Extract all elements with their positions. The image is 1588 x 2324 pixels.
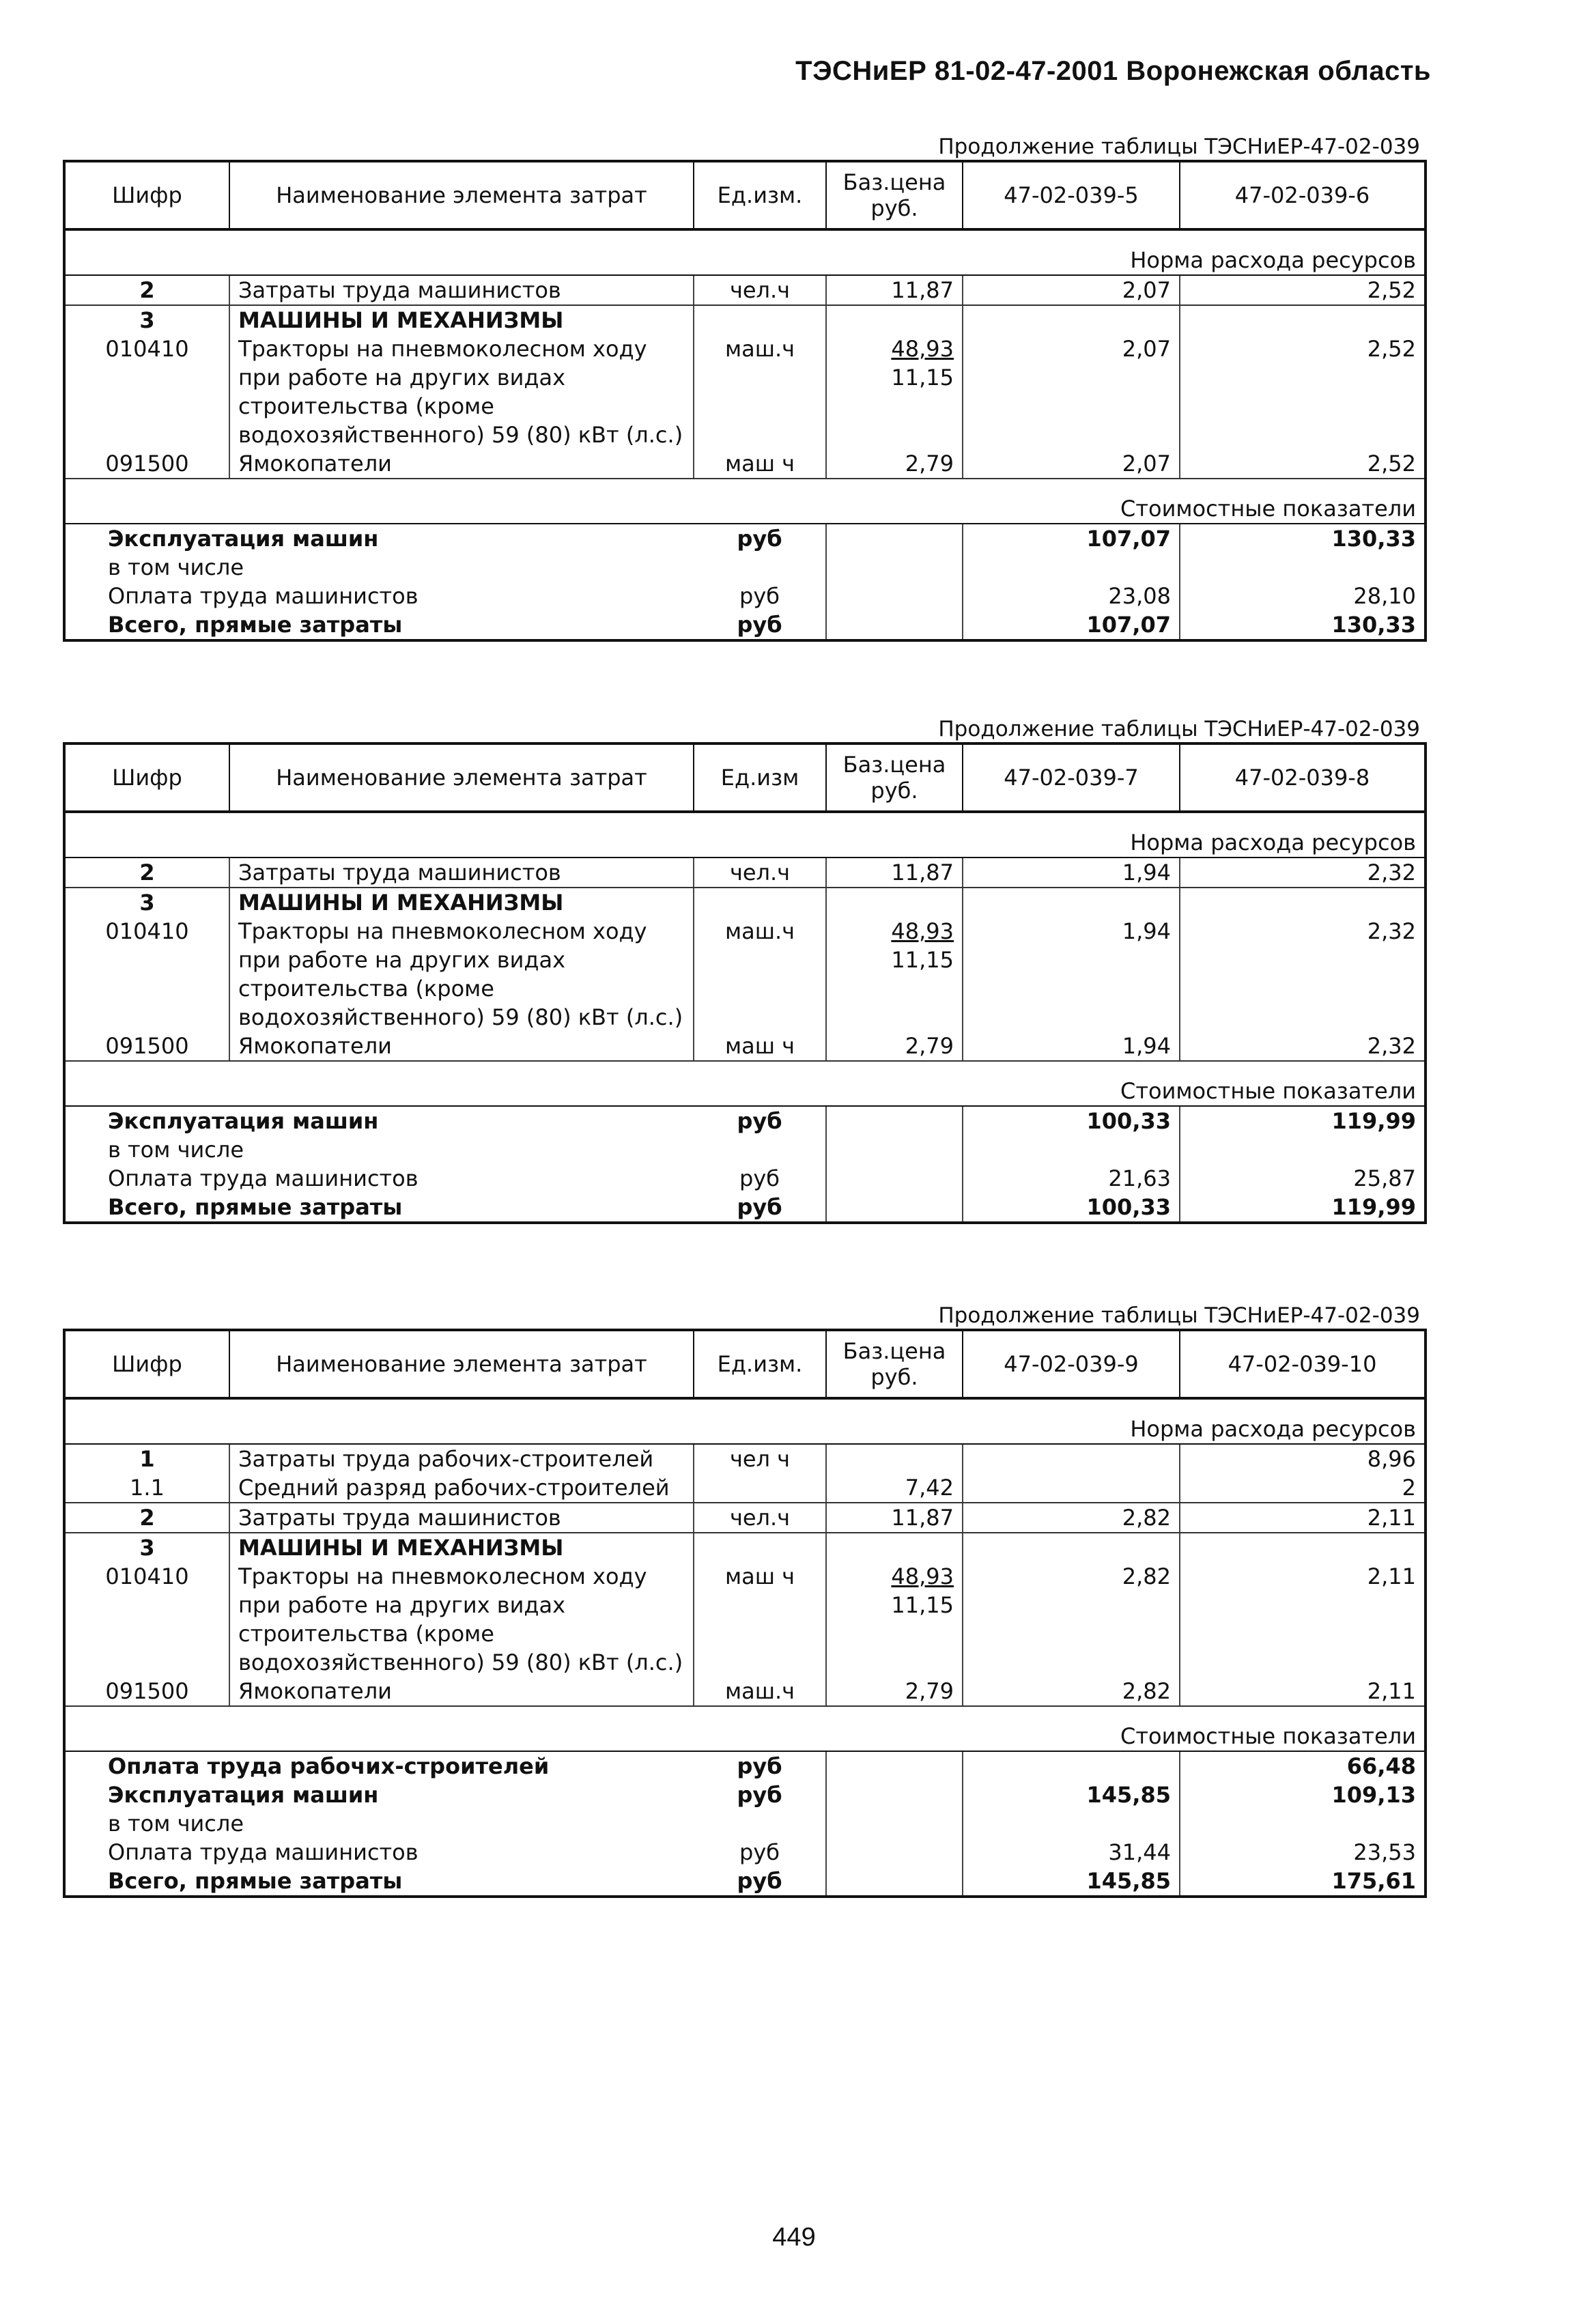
base-price: 11,87 xyxy=(891,1505,954,1531)
table-header-row xyxy=(64,743,1426,812)
table-continuation-title: Продолжение таблицы ТЭСНиЕР-47-02-039 xyxy=(938,717,1420,741)
cost-row xyxy=(64,1193,1426,1223)
cost-value-b: 119,99 xyxy=(1331,1108,1416,1134)
resource-row xyxy=(64,305,1426,335)
norm-value-a: 1,94 xyxy=(963,1032,1180,1061)
resource-code: 010410 xyxy=(64,917,229,1032)
cost-value-a: 100,33 xyxy=(963,1106,1180,1135)
cost-unit: руб xyxy=(694,1838,826,1867)
cost-section-label: Стоимостные показатели xyxy=(64,1706,1426,1751)
cost-unit xyxy=(694,1809,826,1838)
col-header-b: 47-02-039-6 xyxy=(1180,161,1426,229)
cost-row xyxy=(64,1164,1426,1193)
cost-row xyxy=(64,1838,1426,1867)
resource-price xyxy=(826,1503,963,1533)
resource-row xyxy=(64,1562,1426,1677)
norm-value-a: 2,82 xyxy=(963,1562,1180,1677)
base-price: 48,93 xyxy=(891,336,954,362)
cost-unit xyxy=(694,553,826,582)
page-number: 449 xyxy=(772,2223,816,2252)
resource-unit: маш ч xyxy=(694,1562,826,1677)
cost-row xyxy=(64,610,1426,640)
resource-unit: маш.ч xyxy=(694,917,826,1032)
cost-value-b: 130,33 xyxy=(1331,526,1416,552)
base-price: 11,87 xyxy=(891,277,954,303)
base-price: 48,93 xyxy=(891,918,954,944)
resource-row xyxy=(64,1032,1426,1061)
norm-value-b: 2,11 xyxy=(1367,1563,1416,1589)
resource-price xyxy=(826,1677,963,1706)
cost-section-row xyxy=(64,1061,1426,1106)
norm-value-b: 2,52 xyxy=(1367,336,1416,362)
cost-label: в том числе xyxy=(108,1811,244,1837)
cost-empty-price xyxy=(826,1781,963,1809)
cost-label: в том числе xyxy=(108,554,244,580)
cost-value-b: 28,10 xyxy=(1353,583,1416,609)
cost-value-b: 119,99 xyxy=(1331,1194,1416,1220)
cost-section-label: Стоимостные показатели xyxy=(64,479,1426,524)
resource-row xyxy=(64,1677,1426,1706)
cost-value-b: 25,87 xyxy=(1353,1165,1416,1191)
resource-name: Затраты труда машинистов xyxy=(229,858,694,888)
resource-unit: чел.ч xyxy=(694,275,826,305)
cost-empty-price xyxy=(826,524,963,553)
norm-value-b: 2,32 xyxy=(1180,858,1426,888)
resource-unit: маш.ч xyxy=(694,335,826,449)
resource-unit xyxy=(694,888,826,917)
cost-label: Всего, прямые затраты xyxy=(108,1868,403,1894)
cost-empty-price xyxy=(826,582,963,610)
cost-empty-price xyxy=(826,553,963,582)
col-header-a: 47-02-039-9 xyxy=(963,1330,1180,1398)
cost-section-row xyxy=(64,1706,1426,1751)
col-header-b: 47-02-039-10 xyxy=(1180,1330,1426,1398)
resource-price xyxy=(826,858,963,888)
resource-code: 3 xyxy=(64,888,229,917)
norm-value-a: 2,07 xyxy=(963,449,1180,479)
resource-code: 2 xyxy=(64,1503,229,1533)
base-price: 2,79 xyxy=(905,1033,954,1059)
resource-code: 2 xyxy=(64,858,229,888)
cost-value-a: 100,33 xyxy=(963,1193,1180,1223)
cost-value-a xyxy=(963,1135,1180,1164)
resource-price xyxy=(826,917,963,1032)
cost-value-a: 107,07 xyxy=(963,610,1180,640)
col-header-unit: Ед.изм xyxy=(694,743,826,812)
resource-name: Тракторы на пневмоколесном ходу при работе на других видах строительства (кроме водохозяйственного) 59 (80) кВт (л.с.) xyxy=(229,917,694,1032)
resource-code: 091500 xyxy=(64,1032,229,1061)
cost-value-b: 66,48 xyxy=(1346,1753,1416,1779)
col-header-price: Баз.цена руб. xyxy=(826,1330,963,1398)
base-price: 48,93 xyxy=(891,1563,954,1589)
resource-unit xyxy=(694,1473,826,1503)
resource-name: Затраты труда машинистов xyxy=(229,1503,694,1533)
cost-value-b: 175,61 xyxy=(1331,1868,1416,1894)
resource-price xyxy=(826,888,963,917)
base-price-wage: 11,15 xyxy=(891,1592,954,1618)
norm-value-a: 2,82 xyxy=(963,1677,1180,1706)
cost-row xyxy=(64,1781,1426,1809)
resource-row xyxy=(64,1444,1426,1473)
col-header-name: Наименование элемента затрат xyxy=(229,743,694,812)
resource-row xyxy=(64,449,1426,479)
col-header-code: Шифр xyxy=(64,1330,229,1398)
resource-row xyxy=(64,888,1426,917)
resource-unit: маш ч xyxy=(694,449,826,479)
col-header-a: 47-02-039-5 xyxy=(963,161,1180,229)
cost-value-b xyxy=(1180,1135,1426,1164)
cost-label: Оплата труда машинистов xyxy=(108,1839,419,1865)
norm-value-b: 2,11 xyxy=(1180,1677,1426,1706)
table-continuation-title: Продолжение таблицы ТЭСНиЕР-47-02-039 xyxy=(938,1303,1420,1328)
cost-value-a xyxy=(963,1751,1180,1781)
resource-code: 3 xyxy=(64,1533,229,1562)
cost-section-label: Стоимостные показатели xyxy=(64,1061,1426,1106)
resource-price xyxy=(826,1032,963,1061)
cost-value-a: 31,44 xyxy=(963,1838,1180,1867)
norm-value-a: 2,07 xyxy=(963,335,1180,449)
resource-code: 3 xyxy=(64,305,229,335)
resource-table-3 xyxy=(63,1303,1424,1898)
norm-value-a xyxy=(963,1473,1180,1503)
norm-value-a: 1,94 xyxy=(963,858,1180,888)
norm-value-b: 2 xyxy=(1180,1473,1426,1503)
col-header-price: Баз.цена руб. xyxy=(826,743,963,812)
norm-value-b: 2,11 xyxy=(1180,1503,1426,1533)
resource-row xyxy=(64,335,1426,449)
cost-value-b xyxy=(1180,1809,1426,1838)
resource-price xyxy=(826,1533,963,1562)
cost-value-a: 145,85 xyxy=(963,1867,1180,1897)
cost-label: Эксплуатация машин xyxy=(108,1782,379,1808)
cost-label: Оплата труда машинистов xyxy=(108,1165,419,1191)
resource-table-1 xyxy=(63,134,1424,642)
col-header-code: Шифр xyxy=(64,743,229,812)
base-price: 2,79 xyxy=(905,1678,954,1704)
cost-empty-price xyxy=(826,1106,963,1135)
norm-value-a xyxy=(963,888,1180,917)
cost-empty-price xyxy=(826,1751,963,1781)
cost-label: Эксплуатация машин xyxy=(108,1108,379,1134)
resource-name: Тракторы на пневмоколесном ходу при работе на других видах строительства (кроме водохозяйственного) 59 (80) кВт (л.с.) xyxy=(229,1562,694,1677)
cost-value-a: 107,07 xyxy=(963,524,1180,553)
cost-empty-price xyxy=(826,1193,963,1223)
resource-code: 010410 xyxy=(64,1562,229,1677)
resource-row xyxy=(64,1503,1426,1533)
resource-name: Ямокопатели xyxy=(229,1677,694,1706)
resource-price xyxy=(826,305,963,335)
norm-section-label: Норма расхода ресурсов xyxy=(64,812,1426,858)
cost-row xyxy=(64,524,1426,553)
col-header-a: 47-02-039-7 xyxy=(963,743,1180,812)
resource-code: 1 xyxy=(64,1444,229,1473)
table-header-row xyxy=(64,1330,1426,1398)
resource-unit: маш.ч xyxy=(694,1677,826,1706)
resource-price xyxy=(826,449,963,479)
norm-value-a: 2,07 xyxy=(963,275,1180,305)
resource-code: 2 xyxy=(64,275,229,305)
cost-empty-price xyxy=(826,1838,963,1867)
resource-name: Ямокопатели xyxy=(229,449,694,479)
resource-price xyxy=(826,1444,963,1473)
resource-price xyxy=(826,1562,963,1677)
cost-label: Всего, прямые затраты xyxy=(108,1194,403,1220)
norm-value-a xyxy=(963,305,1180,335)
resource-name: МАШИНЫ И МЕХАНИЗМЫ xyxy=(229,305,694,335)
cost-label: Всего, прямые затраты xyxy=(108,612,403,638)
norm-section-row xyxy=(64,812,1426,858)
resource-name: Тракторы на пневмоколесном ходу при работе на других видах строительства (кроме водохозяйственного) 59 (80) кВт (л.с.) xyxy=(229,335,694,449)
cost-table xyxy=(63,1329,1427,1898)
cost-unit: руб xyxy=(694,524,826,553)
cost-value-a: 23,08 xyxy=(963,582,1180,610)
cost-empty-price xyxy=(826,1809,963,1838)
cost-unit: руб xyxy=(694,1106,826,1135)
resource-unit: маш ч xyxy=(694,1032,826,1061)
cost-label: Оплата труда рабочих-строителей xyxy=(108,1753,550,1779)
col-header-name: Наименование элемента затрат xyxy=(229,1330,694,1398)
norm-section-row xyxy=(64,1398,1426,1444)
norm-value-a xyxy=(963,1533,1180,1562)
cost-unit: руб xyxy=(694,1164,826,1193)
norm-value-a: 2,82 xyxy=(963,1503,1180,1533)
resource-code: 010410 xyxy=(64,335,229,449)
col-header-price: Баз.цена руб. xyxy=(826,161,963,229)
resource-name: Ямокопатели xyxy=(229,1032,694,1061)
norm-value-b: 2,32 xyxy=(1180,1032,1426,1061)
resource-name: Затраты труда рабочих-строителей xyxy=(229,1444,694,1473)
resource-unit: чел ч xyxy=(694,1444,826,1473)
norm-value-b: 2,32 xyxy=(1367,918,1416,944)
resource-name: МАШИНЫ И МЕХАНИЗМЫ xyxy=(229,888,694,917)
resource-name: Затраты труда машинистов xyxy=(229,275,694,305)
resource-row xyxy=(64,1533,1426,1562)
base-price: 2,79 xyxy=(905,451,954,477)
cost-unit: руб xyxy=(694,1867,826,1897)
norm-value-b xyxy=(1180,305,1426,335)
resource-unit xyxy=(694,305,826,335)
resource-code: 1.1 xyxy=(64,1473,229,1503)
resource-row xyxy=(64,858,1426,888)
col-header-unit: Ед.изм. xyxy=(694,161,826,229)
cost-unit: руб xyxy=(694,582,826,610)
cost-value-a: 145,85 xyxy=(963,1781,1180,1809)
cost-label: Оплата труда машинистов xyxy=(108,583,419,609)
norm-value-b: 8,96 xyxy=(1367,1446,1416,1472)
resource-name: Средний разряд рабочих-строителей xyxy=(229,1473,694,1503)
cost-value-b xyxy=(1180,553,1426,582)
cost-unit: руб xyxy=(694,1781,826,1809)
cost-value-a xyxy=(963,1809,1180,1838)
resource-price xyxy=(826,1473,963,1503)
cost-row xyxy=(64,1809,1426,1838)
resource-code: 091500 xyxy=(64,1677,229,1706)
resource-code: 091500 xyxy=(64,449,229,479)
cost-row xyxy=(64,553,1426,582)
cost-value-b: 23,53 xyxy=(1353,1839,1416,1865)
norm-value-a xyxy=(963,1444,1180,1473)
col-header-name: Наименование элемента затрат xyxy=(229,161,694,229)
table-header-row xyxy=(64,161,1426,229)
resource-unit: чел.ч xyxy=(694,1503,826,1533)
cost-empty-price xyxy=(826,1135,963,1164)
cost-row xyxy=(64,582,1426,610)
cost-unit xyxy=(694,1135,826,1164)
cost-label: Эксплуатация машин xyxy=(108,526,379,552)
base-price-wage: 11,15 xyxy=(891,947,954,973)
cost-empty-price xyxy=(826,1867,963,1897)
norm-section-label: Норма расхода ресурсов xyxy=(64,1398,1426,1444)
cost-unit: руб xyxy=(694,1751,826,1781)
cost-row xyxy=(64,1106,1426,1135)
cost-value-b: 109,13 xyxy=(1331,1782,1416,1808)
norm-section-row xyxy=(64,229,1426,275)
resource-unit: чел.ч xyxy=(694,858,826,888)
resource-row xyxy=(64,917,1426,1032)
resource-table-2 xyxy=(63,716,1424,1224)
resource-price xyxy=(826,335,963,449)
table-continuation-title: Продолжение таблицы ТЭСНиЕР-47-02-039 xyxy=(938,134,1420,159)
cost-table xyxy=(63,742,1427,1224)
resource-price xyxy=(826,275,963,305)
cost-empty-price xyxy=(826,1164,963,1193)
base-price: 7,42 xyxy=(905,1475,954,1501)
cost-value-a: 21,63 xyxy=(963,1164,1180,1193)
resource-row xyxy=(64,1473,1426,1503)
norm-section-label: Норма расхода ресурсов xyxy=(64,229,1426,275)
col-header-code: Шифр xyxy=(64,161,229,229)
norm-value-b: 2,52 xyxy=(1180,275,1426,305)
base-price-wage: 11,15 xyxy=(891,365,954,391)
norm-value-b: 2,52 xyxy=(1180,449,1426,479)
norm-value-a: 1,94 xyxy=(963,917,1180,1032)
resource-row xyxy=(64,275,1426,305)
norm-value-b xyxy=(1180,888,1426,917)
cost-row xyxy=(64,1135,1426,1164)
cost-unit: руб xyxy=(694,610,826,640)
cost-table xyxy=(63,160,1427,642)
cost-label: в том числе xyxy=(108,1137,244,1163)
norm-value-b xyxy=(1180,1533,1426,1562)
cost-value-a xyxy=(963,553,1180,582)
base-price: 11,87 xyxy=(891,860,954,885)
cost-value-b: 130,33 xyxy=(1331,612,1416,638)
cost-row xyxy=(64,1867,1426,1897)
resource-unit xyxy=(694,1533,826,1562)
cost-row xyxy=(64,1751,1426,1781)
cost-unit: руб xyxy=(694,1193,826,1223)
col-header-b: 47-02-039-8 xyxy=(1180,743,1426,812)
col-header-unit: Ед.изм. xyxy=(694,1330,826,1398)
resource-name: МАШИНЫ И МЕХАНИЗМЫ xyxy=(229,1533,694,1562)
page-title: ТЭСНиЕР 81-02-47-2001 Воронежская область xyxy=(795,56,1431,86)
cost-section-row xyxy=(64,479,1426,524)
cost-empty-price xyxy=(826,610,963,640)
